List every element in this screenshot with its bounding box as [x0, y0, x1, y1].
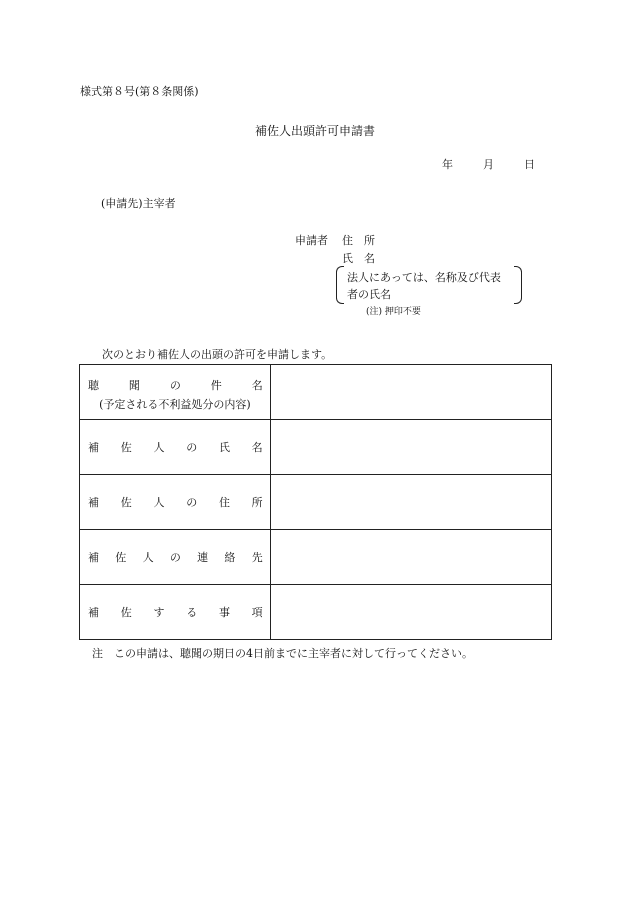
row-value-field[interactable] [270, 475, 551, 530]
date-year: 年 [442, 158, 453, 171]
row-value-field[interactable] [270, 585, 551, 640]
row-value-field[interactable] [270, 530, 551, 585]
name-label: 氏 名 [342, 252, 375, 265]
row-label-char: 絡 [224, 551, 236, 564]
row-label-char: 名 [251, 379, 263, 392]
row-sublabel: (予定される不利益処分の内容) [99, 398, 251, 411]
row-label-cell [80, 475, 271, 530]
row-label-char: の [169, 551, 181, 564]
row-value-field[interactable] [270, 420, 551, 475]
row-label-char: 件 [210, 379, 222, 392]
row-label-char: 住 [218, 496, 230, 509]
application-table [79, 364, 552, 640]
form-number: 様式第８号(第８条関係) [80, 85, 199, 98]
corporate-note-line2: 者の氏名 [347, 288, 391, 301]
table-row [80, 365, 552, 420]
date-line [442, 156, 535, 172]
row-label-char: 佐 [120, 496, 132, 509]
row-label-cell [80, 420, 271, 475]
row-label-cell [80, 585, 271, 640]
row-label-char: の [186, 496, 198, 509]
row-label-char: 連 [197, 551, 209, 564]
row-label-char: 佐 [115, 551, 127, 564]
row-label-char: す [153, 606, 165, 619]
row-label-char: 聴 [88, 379, 99, 392]
row-label [80, 439, 270, 455]
row-label-char: 人 [153, 441, 165, 454]
applicant-label: 申請者 [295, 234, 328, 247]
row-label-char: 補 [88, 551, 99, 564]
row-label-cell [80, 530, 271, 585]
table-row [80, 475, 552, 530]
date-day: 日 [524, 158, 535, 171]
row-label-char: 聞 [128, 379, 140, 392]
footnote: 注 この申請は、聴聞の期日の4日前までに主宰者に対して行ってください。 [92, 647, 473, 660]
document-title: 補佐人出頭許可申請書 [254, 124, 375, 138]
row-label-char: の [186, 441, 198, 454]
address-label: 住 所 [342, 234, 375, 247]
row-label-char: 先 [251, 551, 263, 564]
row-label-char: 名 [251, 441, 263, 454]
lead-text: 次のとおり補佐人の出頭の許可を申請します。 [102, 348, 333, 361]
addressee: (申請先)主宰者 [101, 197, 176, 210]
row-label [80, 494, 270, 510]
row-label-char: 人 [153, 496, 165, 509]
seal-note: (注) 押印不要 [366, 307, 421, 317]
row-label-char: る [186, 606, 198, 619]
table-row [80, 420, 552, 475]
row-label-char: 事 [218, 606, 230, 619]
row-label [80, 549, 270, 565]
row-label-char: 補 [88, 496, 99, 509]
row-label-char: 氏 [218, 441, 230, 454]
row-label [80, 377, 270, 393]
row-value-field[interactable] [270, 365, 551, 420]
row-label-char: 項 [251, 606, 263, 619]
row-label-char: 所 [251, 496, 263, 509]
row-label-char: 佐 [120, 441, 132, 454]
row-label-char: 人 [142, 551, 154, 564]
table-row [80, 530, 552, 585]
row-label-cell [80, 365, 271, 420]
row-label-char: 補 [88, 441, 99, 454]
table-row [80, 585, 552, 640]
right-bracket [514, 266, 522, 304]
row-label-char: 佐 [120, 606, 132, 619]
row-label [80, 604, 270, 620]
date-month: 月 [483, 158, 494, 171]
row-label-char: の [169, 379, 181, 392]
left-bracket [336, 266, 344, 304]
row-label-char: 補 [88, 606, 99, 619]
corporate-note-bracket [336, 266, 522, 302]
corporate-note-line1: 法人にあっては、名称及び代表 [347, 271, 501, 284]
